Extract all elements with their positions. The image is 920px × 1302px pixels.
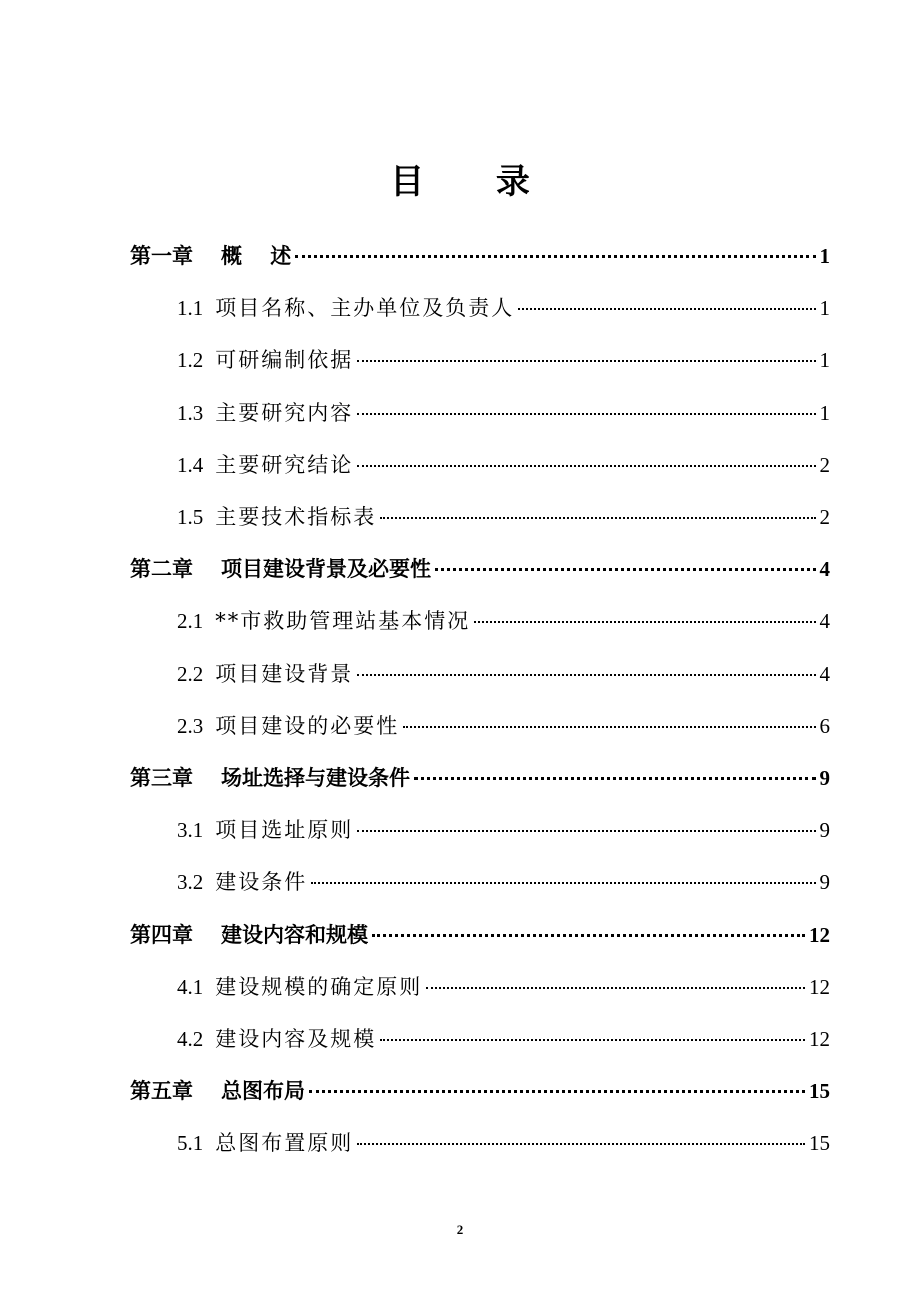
toc-entry-page: 1: [819, 400, 830, 425]
toc-dot-leader: [357, 360, 815, 362]
toc-entry-page: 15: [809, 1131, 830, 1156]
toc-entry-page: 6: [819, 713, 830, 738]
toc-entry-page: 4: [819, 557, 830, 582]
toc-dot-leader: [414, 777, 816, 780]
toc-entry-page: 2: [819, 452, 830, 477]
toc-section-row[interactable]: [177, 342, 830, 378]
toc-section-row[interactable]: [177, 969, 830, 1005]
toc-entry-page: 1: [819, 244, 830, 268]
toc-section-row[interactable]: [177, 708, 830, 744]
toc-entry-title: 可研编制依据: [215, 348, 354, 373]
toc-entry-number: 1.5: [177, 505, 204, 529]
toc-section-row[interactable]: [177, 603, 830, 639]
toc-entry-title: 项目建设背景及必要性: [221, 556, 431, 582]
toc-section-row[interactable]: [177, 1021, 830, 1057]
toc-entry-title: 项目建设背景: [215, 661, 354, 686]
toc-section-row[interactable]: [177, 447, 830, 483]
toc-entry-title: 建设内容和规模: [221, 921, 368, 947]
toc-entry-number: 第四章: [130, 921, 193, 947]
toc-dot-leader: [518, 308, 815, 310]
toc-section-row[interactable]: [177, 812, 830, 848]
toc-entry-title: 项目选址原则: [215, 818, 354, 843]
toc-entry-number: 4.2: [177, 1027, 204, 1051]
toc-entry-number: 2.2: [177, 661, 204, 686]
toc-section-row[interactable]: [177, 864, 830, 900]
toc-entry-title: 总图布置原则: [215, 1131, 354, 1156]
toc-entry-number: 第一章: [130, 243, 193, 268]
toc-entry-page: 1: [819, 348, 830, 373]
toc-entry-number: 3.1: [177, 818, 204, 843]
toc-entry-number: 第二章: [130, 556, 193, 582]
toc-dot-leader: [403, 726, 815, 728]
toc-dot-leader: [426, 987, 805, 989]
toc-dot-leader: [311, 882, 815, 884]
toc-entry-page: 1: [819, 296, 830, 321]
toc-entry-page: 4: [819, 661, 830, 686]
toc-dot-leader: [357, 1143, 805, 1145]
toc-entry-number: 1.4: [177, 452, 204, 477]
page-title: 目 录: [390, 162, 560, 202]
toc-dot-leader: [380, 1039, 805, 1041]
toc-chapter-row[interactable]: [130, 238, 830, 274]
toc-dot-leader: [357, 674, 815, 676]
toc-entry-title: 主要技术指标表: [215, 505, 377, 529]
toc-entry-number: 第三章: [130, 765, 193, 790]
toc-entry-title: 总图布局: [221, 1078, 305, 1104]
toc-dot-leader: [295, 255, 815, 258]
toc-dot-leader: [357, 413, 815, 415]
toc-dot-leader: [435, 568, 816, 571]
toc-entry-number: 3.2: [177, 870, 204, 895]
toc-section-row[interactable]: [177, 395, 830, 431]
toc-entry-page: 12: [809, 1027, 830, 1051]
toc-entry-title: 项目名称、主办单位及负责人: [215, 296, 515, 321]
toc-entry-number: 2.3: [177, 713, 204, 738]
toc-entry-title: 场址选择与建设条件: [221, 765, 410, 790]
toc-entry-page: 9: [819, 766, 830, 790]
toc-entry-page: 12: [809, 974, 830, 999]
toc-entry-page: 12: [809, 922, 830, 947]
toc-entry-page: 9: [819, 818, 830, 843]
toc-entry-number: 第五章: [130, 1078, 193, 1104]
toc-entry-number: 1.3: [177, 400, 204, 425]
toc-entry-page: 2: [819, 505, 830, 529]
toc-entry-number: 5.1: [177, 1131, 204, 1156]
toc-entry-page: 4: [819, 609, 830, 634]
toc-chapter-row[interactable]: [130, 760, 830, 796]
toc-entry-number: 1.1: [177, 296, 204, 321]
toc-entry-page: 15: [809, 1079, 830, 1104]
toc-entry-title: 建设内容及规模: [215, 1027, 377, 1051]
toc-entry-number: 1.2: [177, 348, 204, 373]
toc-dot-leader: [357, 830, 815, 832]
toc-entry-title: 建设条件: [215, 870, 308, 895]
toc-entry-number: 4.1: [177, 974, 204, 999]
toc-section-row[interactable]: [177, 290, 830, 326]
toc-chapter-row[interactable]: [130, 1073, 830, 1109]
toc-entry-title: **市救助管理站基本情况: [215, 609, 471, 634]
toc-entry-title: 建设规模的确定原则: [215, 974, 423, 999]
toc-entry-page: 9: [819, 870, 830, 895]
toc-dot-leader: [309, 1090, 805, 1093]
toc-dot-leader: [380, 517, 815, 519]
toc-dot-leader: [372, 934, 805, 937]
toc-entry-number: 2.1: [177, 609, 204, 634]
toc-dot-leader: [357, 465, 815, 467]
toc-entry-title: 项目建设的必要性: [215, 713, 400, 738]
toc-chapter-row[interactable]: [130, 551, 830, 587]
toc-dot-leader: [474, 621, 815, 623]
toc-section-row[interactable]: [177, 656, 830, 692]
toc-entry-title: 主要研究内容: [215, 400, 354, 425]
page-number: 2: [456, 1222, 464, 1237]
toc-entry-title: 概 述: [221, 243, 292, 268]
toc-entry-title: 主要研究结论: [215, 452, 354, 477]
toc-chapter-row[interactable]: [130, 917, 830, 953]
toc-section-row[interactable]: [177, 499, 830, 535]
toc-section-row[interactable]: [177, 1125, 830, 1161]
